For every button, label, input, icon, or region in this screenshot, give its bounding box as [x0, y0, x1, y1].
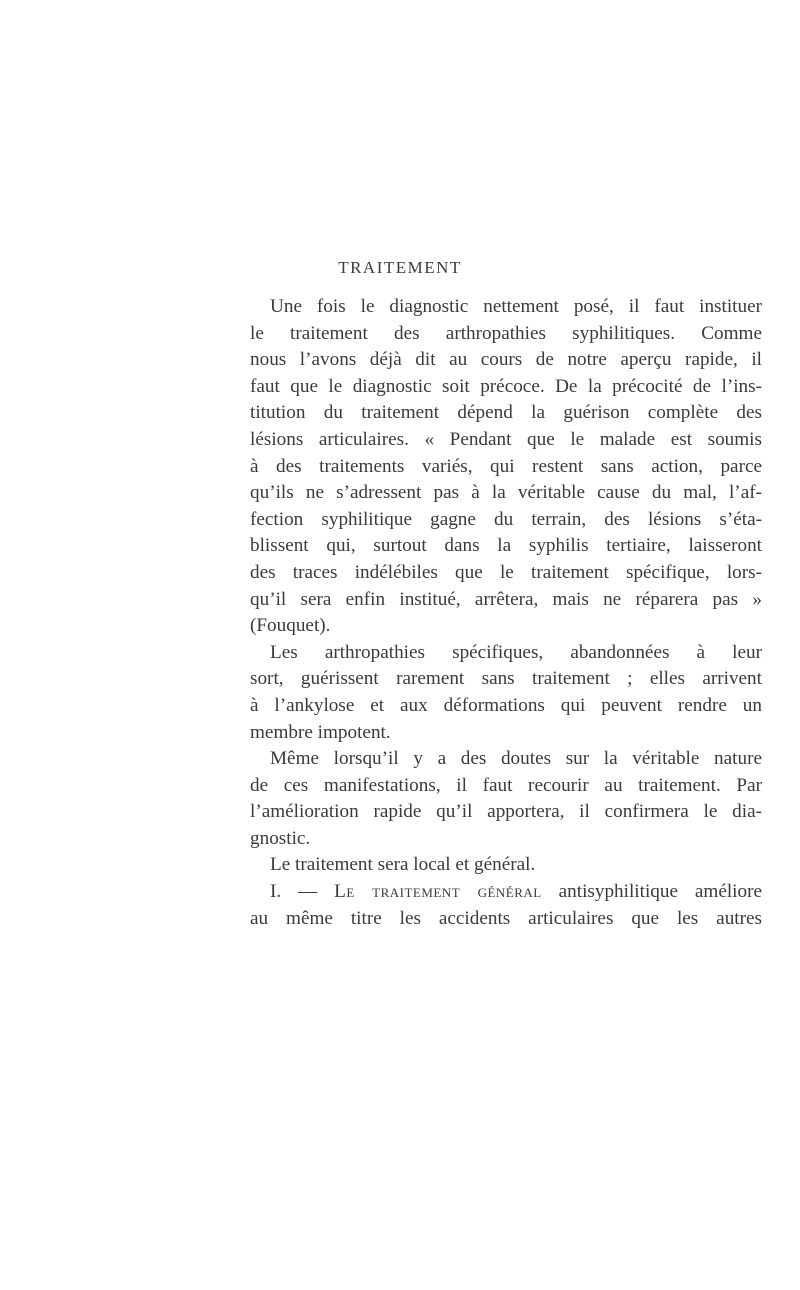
text-line: faut que le diagnostic soit précoce. De la précocité de l’ins-: [250, 375, 762, 397]
text-line: sort, guérissent rarement sans traitement ; elles arrivent: [250, 668, 762, 690]
text-line: Le traitement sera local et général.: [270, 854, 536, 876]
text-line: qu’il sera enfin institué, arrêtera, mais ne réparera pas »: [250, 588, 762, 610]
body-text: [250, 294, 762, 932]
text-line: titution du traitement dépend la guérison complète des: [250, 402, 762, 424]
text-line: fection syphilitique gagne du terrain, des lésions s’éta-: [250, 508, 762, 530]
text-line: à l’ankylose et aux déformations qui peuvent rendre un: [250, 694, 762, 716]
text-line: l’amélioration rapide qu’il apportera, il confirmera le dia-: [250, 801, 762, 823]
section-heading: Le traitement général: [334, 881, 542, 903]
text-line: le traitement des arthropathies syphilitiques. Comme: [250, 322, 762, 344]
text-line: Même lorsqu’il y a des doutes sur la véritable nature: [270, 748, 762, 770]
text-line: Une fois le diagnostic nettement posé, il faut instituer: [270, 296, 762, 317]
section-line: [250, 879, 762, 906]
text-line: membre impotent.: [250, 721, 391, 743]
section-number: I. —: [270, 881, 335, 903]
text-line: des traces indélébiles que le traitement spécifique, lors-: [250, 561, 762, 583]
text-line: à des traitements variés, qui restent sans action, parce: [250, 455, 762, 477]
text-line: lésions articulaires. « Pendant que le malade est soumis: [250, 428, 762, 450]
text-line: nous l’avons déjà dit au cours de notre aperçu rapide, il: [250, 349, 762, 371]
text-line: blissent qui, surtout dans la syphilis tertiaire, laisseront: [250, 535, 762, 557]
text-line: Les arthropathies spécifiques, abandonnées à leur: [270, 641, 762, 663]
text-line: gnostic.: [250, 827, 311, 849]
text-line: au même titre les accidents articulaires que les autres: [250, 907, 762, 929]
text-line: qu’ils ne s’adressent pas à la véritable cause du mal, l’af-: [250, 482, 762, 504]
running-title: TRAITEMENT: [338, 258, 462, 277]
text-line: de ces manifestations, il faut recourir au traitement. Par: [250, 774, 762, 796]
text-line: (Fouquet).: [250, 615, 331, 637]
section-text: antisyphilitique améliore: [541, 881, 762, 903]
